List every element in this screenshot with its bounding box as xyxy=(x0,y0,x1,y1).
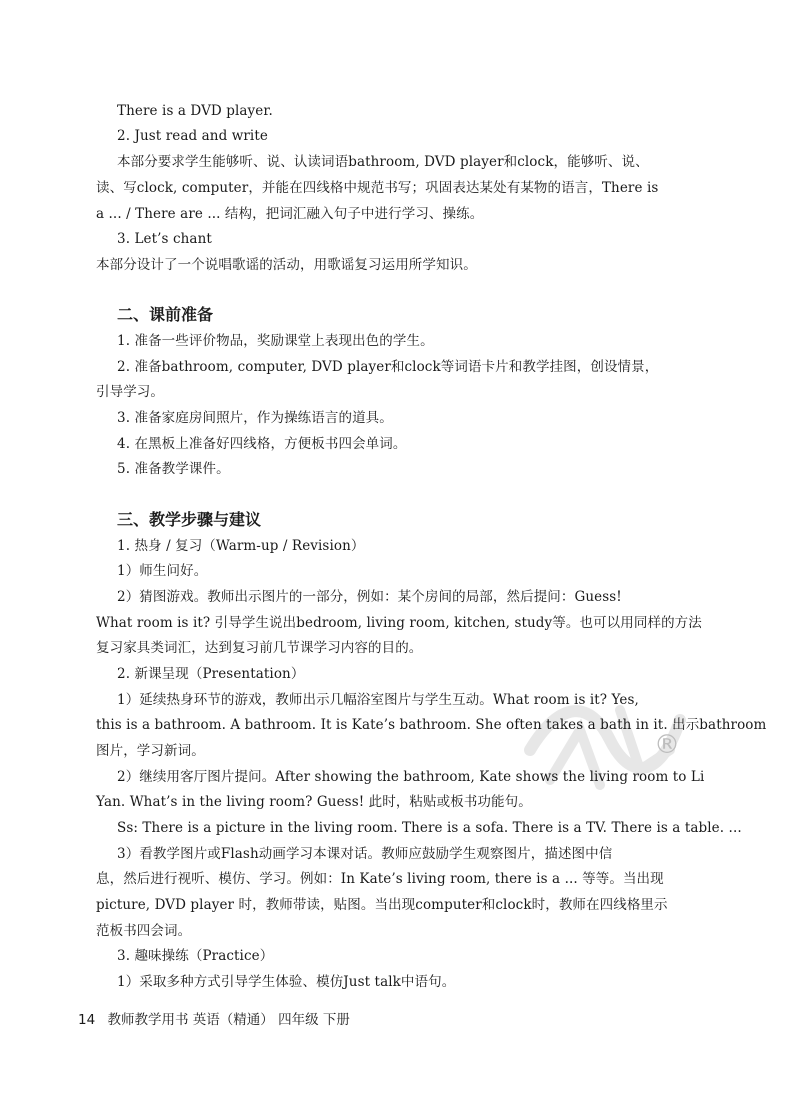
subsection-title: 2. 新课呈现（Presentation） xyxy=(117,666,305,682)
body-text-line: What room is it? 引导学生说出bedroom, living room, kitchen, study等。也可以用同样的方法 xyxy=(96,615,702,631)
body-text-line: 范板书四会词。 xyxy=(96,923,192,939)
registered-trademark-icon: ® xyxy=(654,730,680,760)
list-item: 4. 在黑板上准备好四线格，方便板书四会单词。 xyxy=(117,436,407,452)
dialogue-line: Ss: There is a picture in the living room. There is a sofa. There is a TV. There is a table. ... xyxy=(117,820,742,836)
list-item: 2）猜图游戏。教师出示图片的一部分，例如：某个房间的局部，然后提问：Guess! xyxy=(117,589,622,605)
page-footer xyxy=(78,1010,350,1030)
body-text-line: There is a DVD player. xyxy=(117,103,273,119)
subsection-title: 1. 热身 / 复习（Warm-up / Revision） xyxy=(117,538,365,554)
body-text-line: picture, DVD player 时，教师带读，贴图。当出现computer和clock时，教师在四线格里示 xyxy=(96,897,668,913)
book-title: 教师教学用书 英语（精通） 四年级 下册 xyxy=(107,1012,350,1028)
list-item: 1）采取多种方式引导学生体验、模仿Just talk中语句。 xyxy=(117,974,456,990)
list-item: 3. 准备家庭房间照片，作为操练语言的道具。 xyxy=(117,410,393,426)
list-item: 1）师生问好。 xyxy=(117,563,208,579)
list-item: 3）看教学图片或Flash动画学习本课对话。教师应鼓励学生观察图片，描述图中信 xyxy=(117,846,613,862)
page-number: 14 xyxy=(78,1012,96,1028)
section-heading-steps: 三、教学步骤与建议 xyxy=(117,510,262,529)
body-text-line: 引导学习。 xyxy=(96,384,164,400)
body-text-line: 本部分要求学生能够听、说、认读词语bathroom, DVD player和clock，能够听、说、 xyxy=(117,154,649,170)
subsection-title: 2. Just read and write xyxy=(117,128,268,144)
list-item: 2）继续用客厅图片提问。After showing the bathroom, Kate shows the living room to Li xyxy=(117,769,705,785)
body-text-line: 息，然后进行视听、模仿、学习。例如：In Kate’s living room, there is a ... 等等。当出现 xyxy=(96,871,664,887)
body-text-line: 读、写clock, computer，并能在四线格中规范书写；巩固表达某处有某物的语言，There is xyxy=(96,180,659,196)
body-text-line: a ... / There are ... 结构，把词汇融入句子中进行学习、操练。 xyxy=(96,206,484,222)
list-item: 1. 准备一些评价物品，奖励课堂上表现出色的学生。 xyxy=(117,333,434,349)
section-heading-preparation: 二、课前准备 xyxy=(117,305,214,324)
subsection-title: 3. 趣味操练（Practice） xyxy=(117,948,274,964)
body-text-line: 复习家具类词汇，达到复习前几节课学习内容的目的。 xyxy=(96,640,423,656)
body-text-line: 图片，学习新词。 xyxy=(96,743,205,759)
list-item: 5. 准备教学课件。 xyxy=(117,461,230,477)
body-text-line: Yan. What’s in the living room? Guess! 此时，粘贴或板书功能句。 xyxy=(96,794,532,810)
list-item: 1）延续热身环节的游戏，教师出示几幅浴室图片与学生互动。What room is it? Yes, xyxy=(117,692,639,708)
subsection-title: 3. Let’s chant xyxy=(117,231,212,247)
body-text-line: this is a bathroom. A bathroom. It is Kate’s bathroom. She often takes a bath in it. 出示bathroom xyxy=(96,717,767,733)
body-text-line: 本部分设计了一个说唱歌谣的活动，用歌谣复习运用所学知识。 xyxy=(96,257,477,273)
list-item: 2. 准备bathroom, computer, DVD player和clock等词语卡片和教学挂图，创设情景， xyxy=(117,359,659,375)
